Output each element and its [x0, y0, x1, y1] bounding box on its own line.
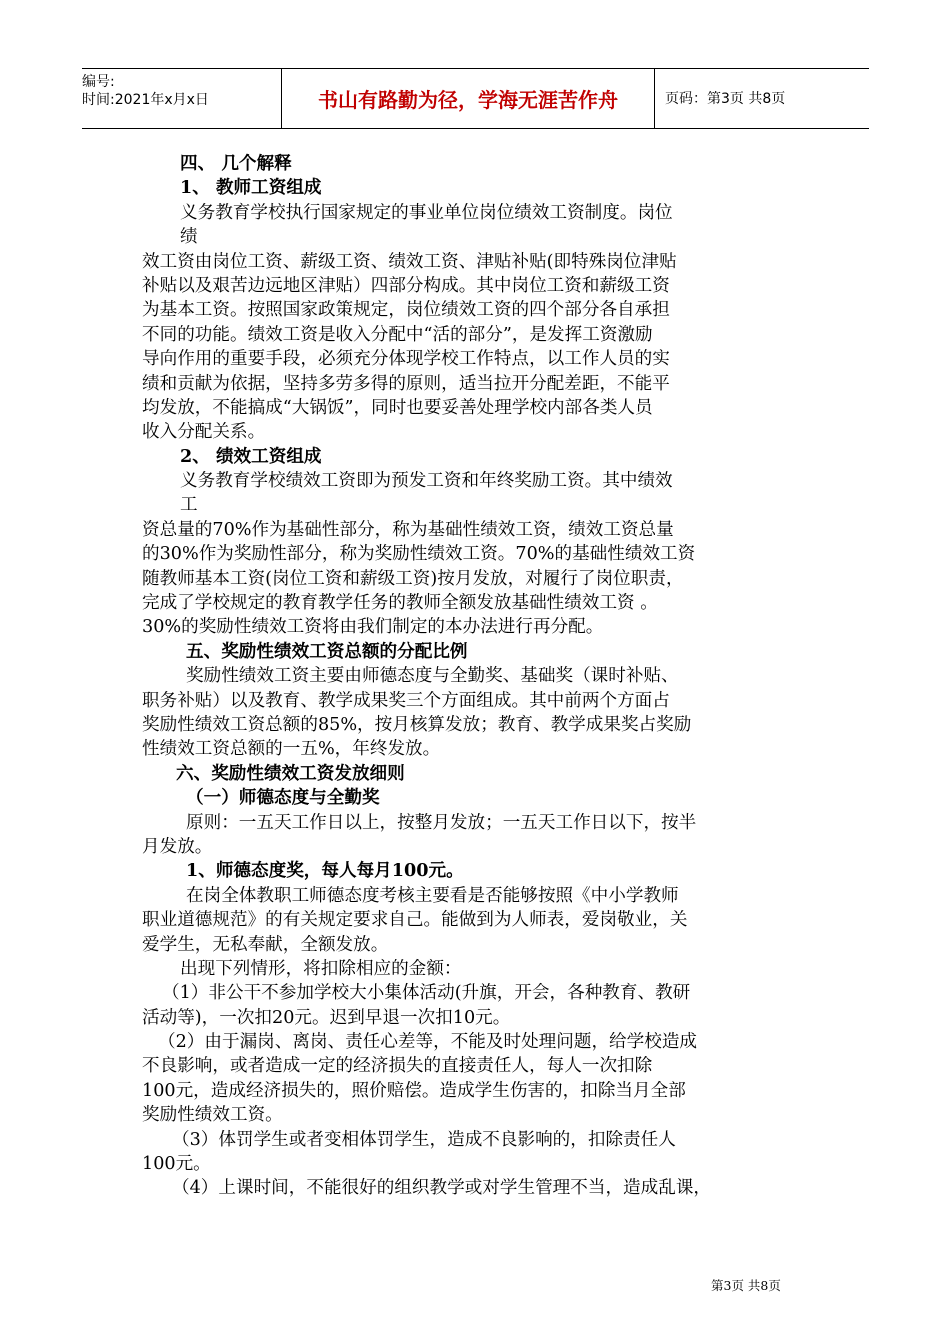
- body-text-line: 的30%作为奖励性部分，称为奖励性绩效工资。70%的基础性绩效工资: [142, 544, 696, 565]
- document-body: [142, 152, 822, 1201]
- header-page-number: 页码：第3页 共8页: [665, 90, 786, 107]
- body-text-line: 资总量的70%作为基础性部分，称为基础性绩效工资，绩效工资总量: [142, 519, 674, 540]
- body-text-line: 在岗全体教职工师德态度考核主要看是否能够按照《中小学教师: [186, 885, 679, 906]
- body-text-line: 随教师基本工资(岗位工资和薪级工资)按月发放，对履行了岗位职责，: [142, 568, 684, 589]
- body-text-line: 均发放，不能搞成“大锅饭”，同时也要妥善处理学校内部各类人员: [142, 397, 653, 418]
- body-text-line: 义务教育学校执行国家规定的事业单位岗位绩效工资制度。岗位: [180, 202, 673, 223]
- section-heading-line: 1、师德态度奖，每人每月100元。: [186, 860, 464, 882]
- body-text-line: 职务补贴）以及教育、教学成果奖三个方面组成。其中前两个方面占: [142, 690, 670, 711]
- section-heading-line: 六、奖励性绩效工资发放细则: [176, 762, 405, 784]
- body-text-line: 补贴以及艰苦边远地区津贴）四部分构成。其中岗位工资和薪级工资: [142, 275, 670, 296]
- body-text-line: （2）由于漏岗、离岗、责任心差等，不能及时处理问题，给学校造成: [158, 1032, 698, 1053]
- section-heading-line: 1、 教师工资组成: [180, 177, 322, 199]
- section-heading-line: 四、 几个解释: [180, 153, 292, 174]
- header-meta-cell: [82, 69, 282, 128]
- body-text-line: 为基本工资。按照国家政策规定，岗位绩效工资的四个部分各自承担: [142, 300, 670, 321]
- header-motto-cell: [282, 69, 655, 128]
- section-heading-line: （一）师德态度与全勤奖: [186, 787, 380, 809]
- body-text-line: 义务教育学校绩效工资即为预发工资和年终奖励工资。其中绩效: [180, 471, 673, 492]
- body-text-line: 活动等)，一次扣20元。迟到早退一次扣10元。: [142, 1007, 511, 1028]
- body-text-line: 绩: [180, 227, 198, 248]
- body-text-line: 100元，造成经济损失的，照价赔偿。造成学生伤害的，扣除当月全部: [142, 1080, 686, 1101]
- section-heading-line: 2、 绩效工资组成: [180, 445, 322, 467]
- body-text-line: （4）上课时间，不能很好的组织教学或对学生管理不当，造成乱课，: [172, 1178, 712, 1199]
- body-text-line: 收入分配关系。: [142, 422, 266, 443]
- header-motto: 书山有路勤为径，学海无涯苦作舟: [318, 88, 618, 112]
- body-text-line: 职业道德规范》的有关规定要求自己。能做到为人师表，爱岗敬业，关: [142, 910, 688, 931]
- footer-page-number: 第3页 共8页: [711, 1278, 781, 1293]
- body-text-line: （1）非公干不参加学校大小集体活动(升旗，开会，各种教育、教研: [162, 983, 691, 1004]
- body-text-line: 奖励性绩效工资主要由师德态度与全勤奖、基础奖（课时补贴、: [186, 666, 679, 687]
- section-heading-line: 五、奖励性绩效工资总额的分配比例: [186, 640, 468, 662]
- document-code: 编号:: [82, 74, 115, 90]
- document-date: 时间:2021年x月x日: [82, 92, 209, 108]
- body-text-line: 奖励性绩效工资。: [142, 1105, 283, 1126]
- body-text-line: 奖励性绩效工资总额的85%，按月核算发放；教育、教学成果奖占奖励: [142, 714, 692, 735]
- body-text-line: （3）体罚学生或者变相体罚学生，造成不良影响的，扣除责任人: [172, 1129, 676, 1150]
- page-header: [82, 68, 869, 129]
- body-text-line: 月发放。: [142, 836, 213, 857]
- body-text-line: 100元。: [142, 1154, 211, 1175]
- body-text-line: 导向作用的重要手段，必须充分体现学校工作特点，以工作人员的实: [142, 349, 670, 370]
- body-text-line: 出现下列情形，将扣除相应的金额：: [180, 958, 462, 979]
- body-text-line: 绩和贡献为依据，坚持多劳多得的原则，适当拉开分配差距，不能平: [142, 373, 670, 394]
- body-text-line: 不良影响，或者造成一定的经济损失的直接责任人，每人一次扣除: [142, 1056, 653, 1077]
- body-text-line: 工: [180, 495, 198, 516]
- body-text-line: 爱学生，无私奉献，全额发放。: [142, 934, 389, 955]
- body-text-line: 30%的奖励性绩效工资将由我们制定的本办法进行再分配。: [142, 617, 604, 638]
- body-text-line: 原则：一五天工作日以上，按整月发放；一五天工作日以下，按半: [186, 812, 697, 833]
- body-text-line: 完成了学校规定的教育教学任务的教师全额发放基础性绩效工资 。: [142, 593, 658, 614]
- body-text-line: 性绩效工资总额的一五%，年终发放。: [142, 739, 441, 760]
- body-text-line: 效工资由岗位工资、薪级工资、绩效工资、津贴补贴(即特殊岗位津贴: [142, 251, 677, 272]
- header-page-cell: [655, 69, 869, 128]
- body-text-line: 不同的功能。绩效工资是收入分配中“活的部分”，是发挥工资激励: [142, 324, 653, 345]
